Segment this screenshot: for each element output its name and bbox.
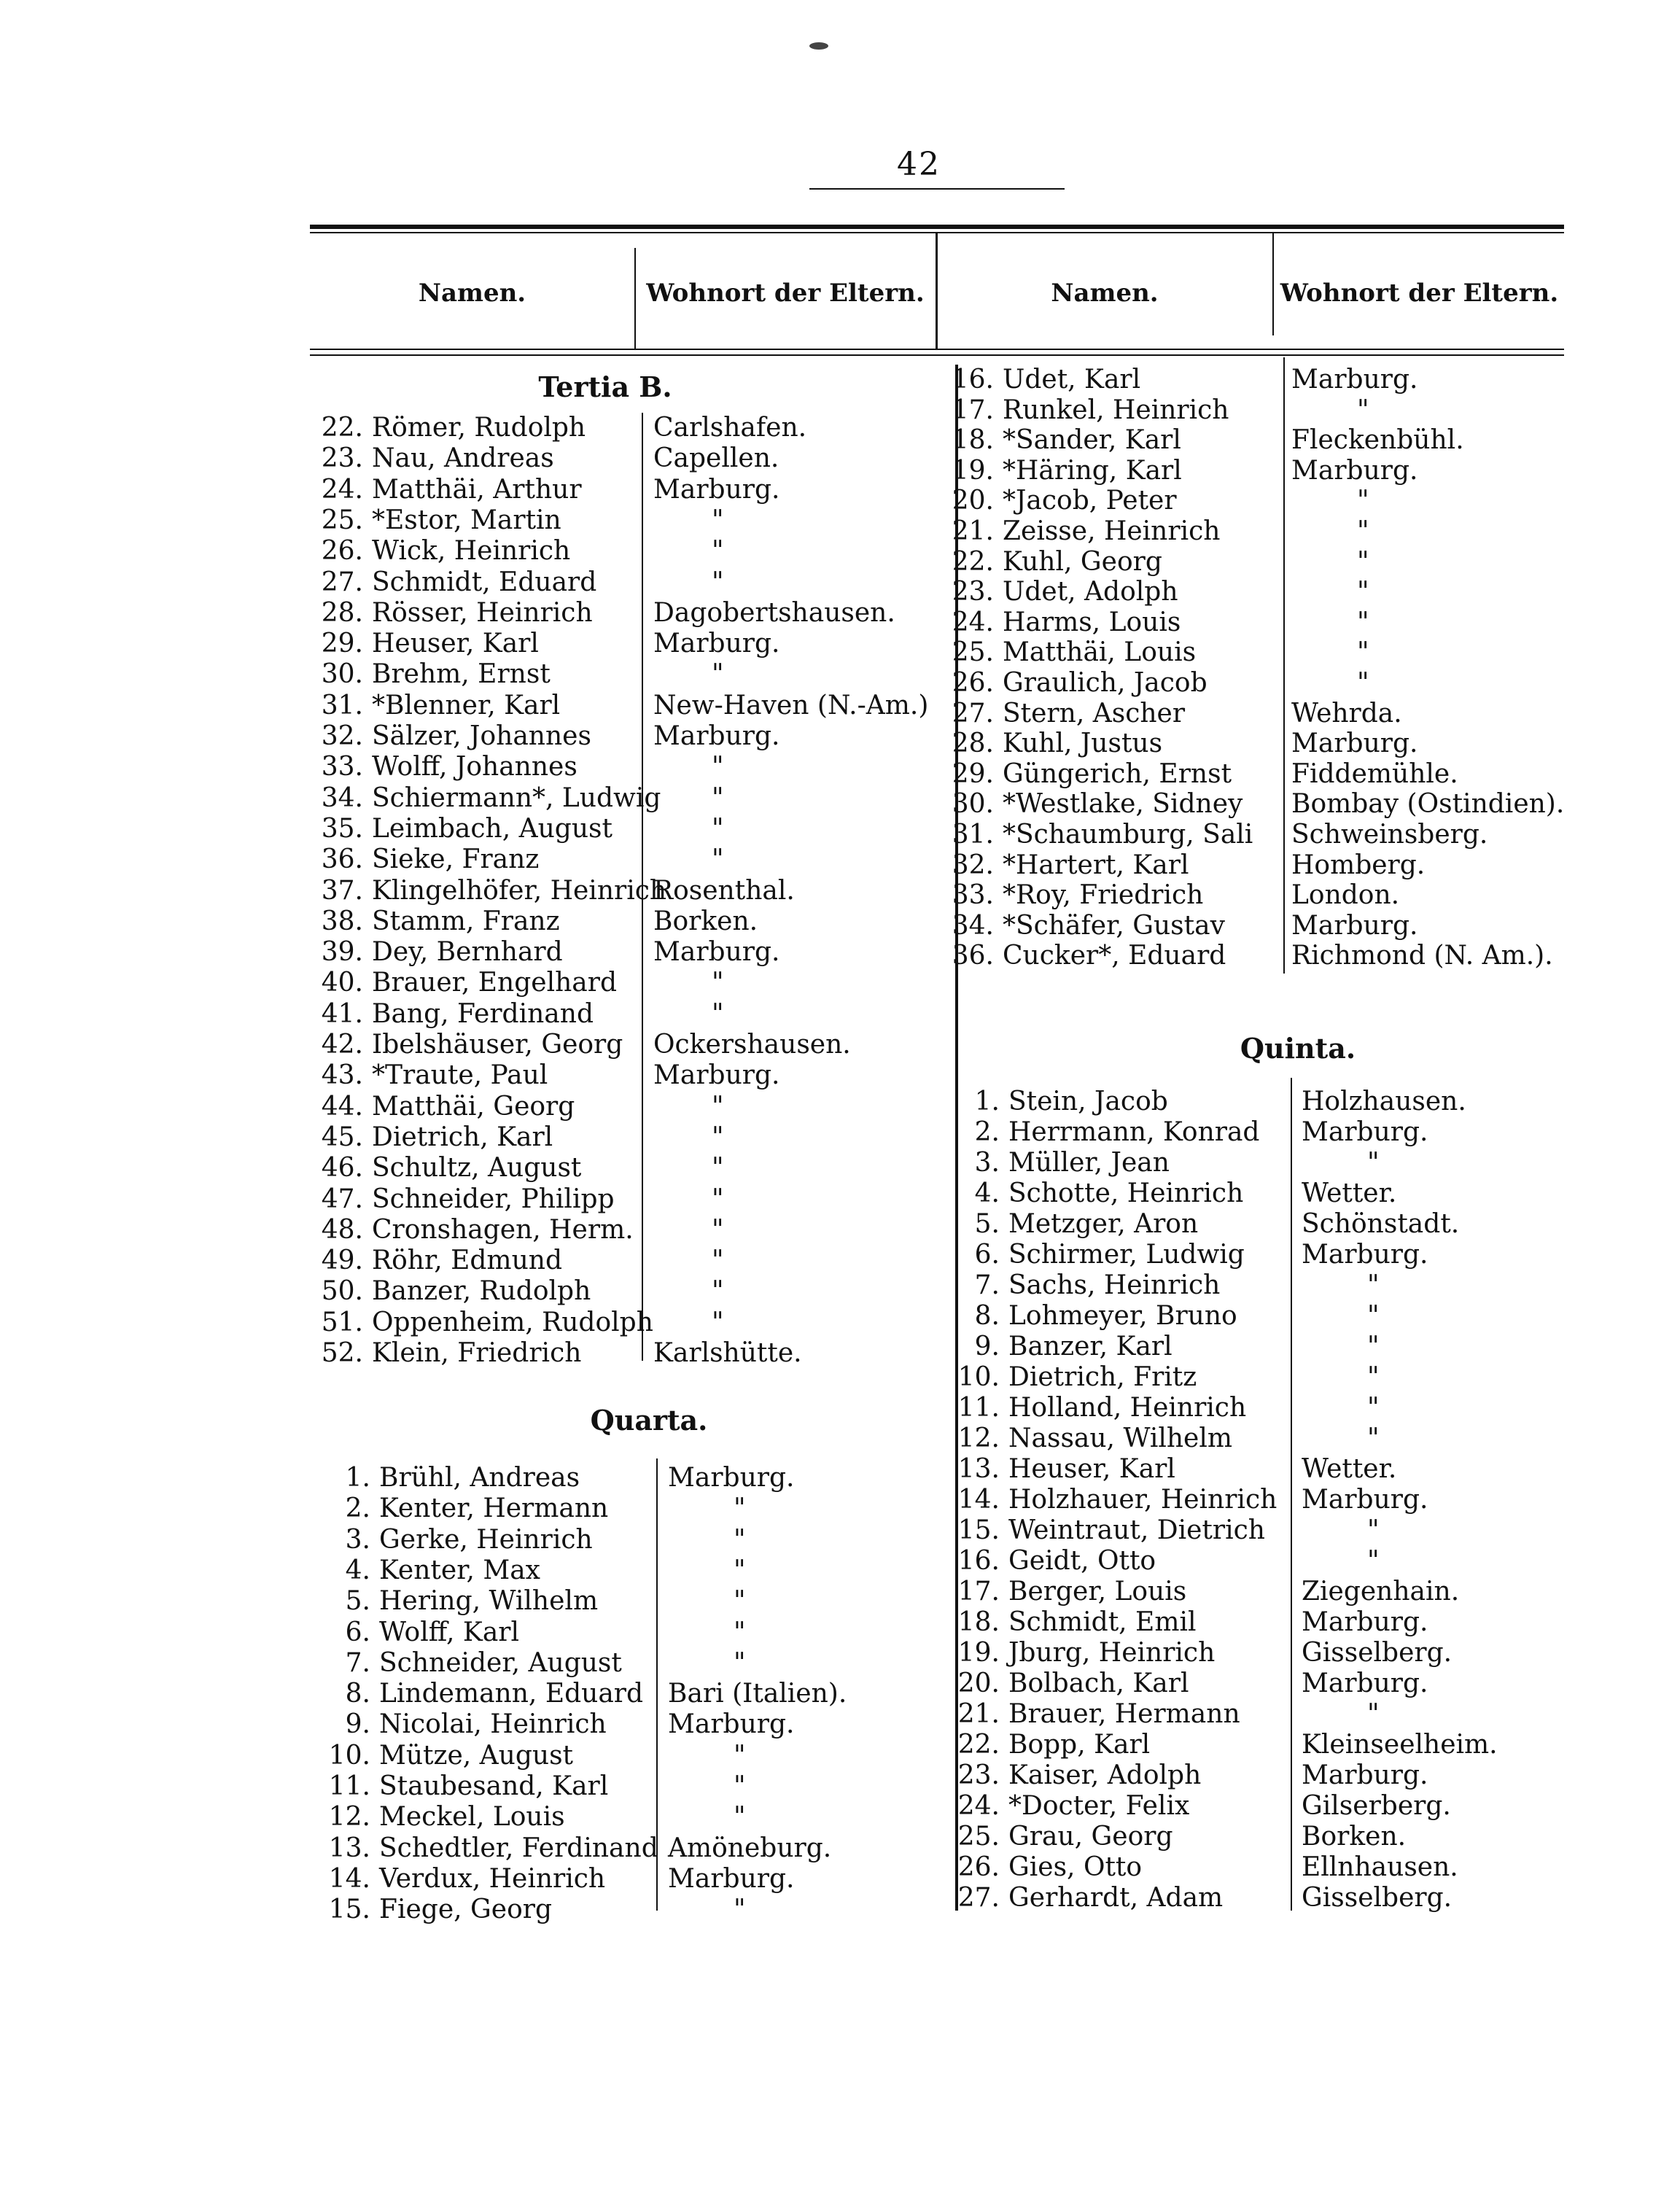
row-number: 26. <box>952 668 994 698</box>
row-number: 20. <box>957 1668 1000 1698</box>
parents-residence: " <box>712 998 724 1029</box>
parents-residence: Marburg. <box>668 1463 795 1493</box>
section-title-quarta: Quarta. <box>590 1404 708 1437</box>
parents-residence: " <box>734 1740 746 1771</box>
parents-residence: " <box>712 505 724 535</box>
parents-residence: " <box>712 1276 724 1307</box>
parents-residence: Gisselberg. <box>1302 1638 1452 1668</box>
student-name: Ibelshäuser, Georg <box>372 1030 623 1060</box>
tertia-right-place-divider <box>1283 357 1285 974</box>
student-name: Müller, Jean <box>1008 1148 1170 1178</box>
row-number: 32. <box>321 721 363 751</box>
row-number: 18. <box>952 425 994 456</box>
row-number: 51. <box>321 1307 363 1337</box>
student-name: Schultz, August <box>372 1153 582 1184</box>
row-number: 14. <box>328 1863 370 1894</box>
student-name: Dey, Bernhard <box>372 937 563 968</box>
student-name: Geidt, Otto <box>1008 1546 1156 1576</box>
student-name: *Blenner, Karl <box>372 690 561 720</box>
student-name: Banzer, Karl <box>1008 1332 1172 1361</box>
student-name: *Schaumburg, Sali <box>1003 820 1253 850</box>
row-number: 11. <box>328 1771 370 1801</box>
row-number: 10. <box>957 1362 1000 1392</box>
row-number: 24. <box>957 1791 1000 1821</box>
student-name: Verdux, Heinrich <box>379 1863 606 1894</box>
row-number: 13. <box>328 1833 370 1863</box>
row-number: 12. <box>957 1423 1000 1453</box>
parents-residence: Schweinsberg. <box>1291 820 1488 850</box>
parents-residence: " <box>1367 1423 1380 1453</box>
student-name: Banzer, Rudolph <box>372 1276 591 1307</box>
header-divider-right <box>1272 233 1274 335</box>
parents-residence: " <box>712 1091 724 1122</box>
row-number: 26. <box>957 1852 1000 1882</box>
parents-residence: " <box>1367 1393 1380 1423</box>
parents-residence: Kleinseelheim. <box>1302 1730 1498 1760</box>
parents-residence: Marburg. <box>668 1709 795 1740</box>
student-name: Gerke, Heinrich <box>379 1524 593 1555</box>
parents-residence: " <box>734 1524 746 1555</box>
student-name: *Häring, Karl <box>1003 455 1182 486</box>
student-name: Harms, Louis <box>1003 607 1181 637</box>
parents-residence: " <box>1357 607 1369 637</box>
row-number: 1. <box>974 1087 1000 1116</box>
row-number: 7. <box>974 1270 1000 1300</box>
parents-residence: " <box>1367 1148 1380 1178</box>
parents-residence: Schönstadt. <box>1302 1209 1460 1239</box>
student-name: Holzhauer, Heinrich <box>1008 1485 1278 1515</box>
section-title-tertia-b: Tertia B. <box>538 370 672 403</box>
parents-residence: Marburg. <box>1302 1117 1428 1147</box>
student-name: Kuhl, Georg <box>1003 546 1162 577</box>
parents-residence: " <box>1367 1270 1380 1300</box>
student-name: Schmidt, Eduard <box>372 567 597 597</box>
parents-residence: Marburg. <box>1302 1760 1428 1790</box>
student-name: *Traute, Paul <box>372 1060 548 1091</box>
row-number: 22. <box>952 546 994 577</box>
row-number: 11. <box>957 1393 1000 1423</box>
parents-residence: Marburg. <box>1302 1668 1428 1698</box>
row-number: 48. <box>321 1214 363 1245</box>
student-name: Heuser, Karl <box>372 629 539 659</box>
student-name: Fiege, Georg <box>379 1895 553 1925</box>
student-name: Kenter, Max <box>379 1555 540 1585</box>
parents-residence: " <box>712 1246 724 1276</box>
student-name: *Roy, Friedrich <box>1003 880 1204 911</box>
row-number: 35. <box>321 813 363 844</box>
parents-residence: " <box>712 567 724 597</box>
parents-residence: " <box>712 659 724 690</box>
row-number: 25. <box>321 505 363 535</box>
row-number: 1. <box>345 1463 370 1493</box>
parents-residence: Richmond (N. Am.). <box>1291 941 1553 971</box>
parents-residence: Marburg. <box>653 1060 780 1091</box>
student-name: Schneider, August <box>379 1647 622 1678</box>
row-number: 8. <box>974 1301 1000 1331</box>
parents-residence: Holzhausen. <box>1302 1087 1466 1116</box>
student-name: Leimbach, August <box>372 813 612 844</box>
parents-residence: " <box>712 1153 724 1184</box>
parents-residence: " <box>734 1895 746 1925</box>
row-number: 25. <box>957 1822 1000 1852</box>
student-name: Kaiser, Adolph <box>1008 1760 1202 1790</box>
student-name: Sälzer, Johannes <box>372 721 591 751</box>
parents-residence: Fiddemühle. <box>1291 758 1458 789</box>
parents-residence: " <box>712 813 724 844</box>
parents-residence: Marburg. <box>668 1863 795 1894</box>
student-name: Berger, Louis <box>1008 1577 1187 1607</box>
parents-residence: " <box>712 1122 724 1152</box>
student-name: Udet, Adolph <box>1003 577 1178 607</box>
row-number: 24. <box>952 607 994 637</box>
student-name: Holland, Heinrich <box>1008 1393 1247 1423</box>
page-number: 42 <box>897 146 941 183</box>
student-name: Röhr, Edmund <box>372 1246 562 1276</box>
parents-residence: Marburg. <box>1302 1607 1428 1637</box>
row-number: 52. <box>321 1338 363 1368</box>
parents-residence: Ockershausen. <box>653 1030 851 1060</box>
row-number: 43. <box>321 1060 363 1091</box>
row-number: 29. <box>952 758 994 789</box>
parents-residence: Wetter. <box>1302 1454 1397 1484</box>
student-name: Cronshagen, Herm. <box>372 1214 634 1245</box>
student-name: Wolff, Johannes <box>372 752 578 782</box>
student-name: Nicolai, Heinrich <box>379 1709 607 1740</box>
row-number: 19. <box>957 1638 1000 1668</box>
parents-residence: " <box>734 1802 746 1833</box>
row-number: 3. <box>974 1148 1000 1178</box>
row-number: 20. <box>952 486 994 516</box>
student-name: Sieke, Franz <box>372 844 540 875</box>
parents-residence: " <box>734 1555 746 1585</box>
row-number: 47. <box>321 1184 363 1214</box>
parents-residence: Dagobertshausen. <box>653 597 895 628</box>
student-name: Zeisse, Heinrich <box>1003 516 1221 546</box>
student-name: Matthäi, Arthur <box>372 474 582 505</box>
row-number: 37. <box>321 875 363 906</box>
student-name: *Westlake, Sidney <box>1003 789 1243 820</box>
row-number: 50. <box>321 1276 363 1307</box>
row-number: 13. <box>957 1454 1000 1484</box>
student-name: Runkel, Heinrich <box>1003 395 1229 425</box>
student-name: *Sander, Karl <box>1003 425 1181 456</box>
student-name: *Estor, Martin <box>372 505 561 535</box>
row-number: 28. <box>321 597 363 628</box>
student-name: Nau, Andreas <box>372 443 554 474</box>
row-number: 10. <box>328 1740 370 1771</box>
student-name: Schirmer, Ludwig <box>1008 1240 1245 1270</box>
parents-residence: Marburg. <box>653 474 780 505</box>
row-number: 24. <box>321 474 363 505</box>
row-number: 15. <box>957 1515 1000 1545</box>
student-name: Cucker*, Eduard <box>1003 941 1226 971</box>
student-name: Weintraut, Dietrich <box>1008 1515 1265 1545</box>
row-number: 30. <box>321 659 363 690</box>
student-name: Dietrich, Fritz <box>1008 1362 1197 1392</box>
student-name: Udet, Karl <box>1003 365 1141 395</box>
student-name: Hering, Wilhelm <box>379 1586 599 1617</box>
parents-residence: Marburg. <box>1302 1240 1428 1270</box>
row-number: 16. <box>957 1546 1000 1576</box>
section-title-quinta: Quinta. <box>1240 1032 1356 1065</box>
student-name: Nassau, Wilhelm <box>1008 1423 1232 1453</box>
row-number: 26. <box>321 536 363 567</box>
parents-residence: Carlshafen. <box>653 413 807 443</box>
parents-residence: Wehrda. <box>1291 698 1402 729</box>
student-name: Rösser, Heinrich <box>372 597 593 628</box>
row-number: 21. <box>957 1699 1000 1729</box>
student-name: Kenter, Hermann <box>379 1493 609 1524</box>
student-name: Güngerich, Ernst <box>1003 758 1232 789</box>
parents-residence: New-Haven (N.-Am.) <box>653 690 929 720</box>
student-name: Matthäi, Georg <box>372 1091 575 1122</box>
row-number: 6. <box>345 1617 370 1647</box>
row-number: 8. <box>345 1679 370 1709</box>
student-name: Bang, Ferdinand <box>372 998 594 1029</box>
parents-residence: " <box>1357 546 1369 577</box>
header-left-names: Namen. <box>418 279 526 308</box>
row-number: 19. <box>952 455 994 486</box>
quinta-place-divider <box>1291 1078 1292 1911</box>
header-left-residence: Wohnort der Eltern. <box>646 279 925 308</box>
parents-residence: " <box>1357 577 1369 607</box>
student-name: Römer, Rudolph <box>372 413 586 443</box>
row-number: 30. <box>952 789 994 820</box>
parents-residence: " <box>712 536 724 567</box>
student-name: Metzger, Aron <box>1008 1209 1199 1239</box>
student-name: *Docter, Felix <box>1008 1791 1190 1821</box>
parents-residence: " <box>1367 1546 1380 1576</box>
row-number: 16. <box>952 365 994 395</box>
parents-residence: Marburg. <box>1291 455 1418 486</box>
student-name: Kuhl, Justus <box>1003 729 1163 759</box>
row-number: 6. <box>974 1240 1000 1270</box>
parents-residence: Marburg. <box>653 629 780 659</box>
row-number: 4. <box>345 1555 370 1585</box>
row-number: 45. <box>321 1122 363 1152</box>
parents-residence: " <box>712 968 724 998</box>
parents-residence: Marburg. <box>1291 365 1418 395</box>
row-number: 36. <box>321 844 363 875</box>
parents-residence: " <box>1357 668 1369 698</box>
row-number: 38. <box>321 906 363 936</box>
header-bottom-rule-2 <box>310 354 1564 356</box>
row-number: 3. <box>345 1524 370 1555</box>
row-number: 15. <box>328 1895 370 1925</box>
parents-residence: Gisselberg. <box>1302 1883 1452 1913</box>
row-number: 39. <box>321 937 363 968</box>
parents-residence: " <box>712 752 724 782</box>
student-name: Brehm, Ernst <box>372 659 551 690</box>
row-number: 4. <box>974 1178 1000 1208</box>
parents-residence: Bari (Italien). <box>668 1679 847 1709</box>
student-name: Dietrich, Karl <box>372 1122 553 1152</box>
student-name: Sachs, Heinrich <box>1008 1270 1221 1300</box>
parents-residence: Amöneburg. <box>668 1833 832 1863</box>
student-name: Jburg, Heinrich <box>1008 1638 1216 1668</box>
row-number: 5. <box>345 1586 370 1617</box>
header-right-residence: Wohnort der Eltern. <box>1280 279 1559 308</box>
parents-residence: " <box>1357 395 1369 425</box>
parents-residence: Karlshütte. <box>653 1338 802 1368</box>
row-number: 17. <box>957 1577 1000 1607</box>
row-number: 34. <box>952 910 994 941</box>
parents-residence: Marburg. <box>1291 729 1418 759</box>
student-name: Brauer, Engelhard <box>372 968 617 998</box>
parents-residence: Fleckenbühl. <box>1291 425 1464 456</box>
student-name: Bolbach, Karl <box>1008 1668 1189 1698</box>
parents-residence: " <box>734 1586 746 1617</box>
student-name: Schiermann*, Ludwig <box>372 782 661 813</box>
student-name: Wick, Heinrich <box>372 536 571 567</box>
row-number: 41. <box>321 998 363 1029</box>
parents-residence: Wetter. <box>1302 1178 1397 1208</box>
student-name: Klingelhöfer, Heinrich <box>372 875 667 906</box>
row-number: 46. <box>321 1153 363 1184</box>
student-name: Stamm, Franz <box>372 906 560 936</box>
row-number: 17. <box>952 395 994 425</box>
parents-residence: London. <box>1291 880 1400 911</box>
row-number: 21. <box>952 516 994 546</box>
parents-residence: Gilserberg. <box>1302 1791 1451 1821</box>
parents-residence: Borken. <box>1302 1822 1407 1852</box>
student-name: Schmidt, Emil <box>1008 1607 1197 1637</box>
student-name: Schotte, Heinrich <box>1008 1178 1244 1208</box>
parents-residence: " <box>734 1647 746 1678</box>
parents-residence: Capellen. <box>653 443 779 474</box>
header-right-names: Namen. <box>1051 279 1159 308</box>
row-number: 34. <box>321 782 363 813</box>
parents-residence: Ellnhausen. <box>1302 1852 1458 1882</box>
row-number: 22. <box>957 1730 1000 1760</box>
student-name: Staubesand, Karl <box>379 1771 609 1801</box>
parents-residence: Marburg. <box>1291 910 1418 941</box>
row-number: 27. <box>321 567 363 597</box>
parents-residence: " <box>1357 486 1369 516</box>
parents-residence: " <box>712 782 724 813</box>
student-name: Gies, Otto <box>1008 1852 1143 1882</box>
parents-residence: Rosenthal. <box>653 875 795 906</box>
table-top-rule <box>310 225 1564 229</box>
row-number: 5. <box>974 1209 1000 1239</box>
student-name: *Jacob, Peter <box>1003 486 1177 516</box>
row-number: 33. <box>321 752 363 782</box>
parents-residence: " <box>1367 1699 1380 1729</box>
parents-residence: " <box>712 1184 724 1214</box>
row-number: 7. <box>345 1647 370 1678</box>
row-number: 42. <box>321 1030 363 1060</box>
parents-residence: " <box>712 844 724 875</box>
row-number: 9. <box>974 1332 1000 1361</box>
ink-smudge <box>809 42 828 50</box>
row-number: 23. <box>321 443 363 474</box>
row-number: 40. <box>321 968 363 998</box>
parents-residence: " <box>1367 1515 1380 1545</box>
row-number: 25. <box>952 637 994 668</box>
row-number: 32. <box>952 850 994 880</box>
row-number: 23. <box>957 1760 1000 1790</box>
row-number: 12. <box>328 1802 370 1833</box>
parents-residence: " <box>1357 516 1369 546</box>
row-number: 33. <box>952 880 994 911</box>
parents-residence: Bombay (Ostindien). <box>1291 789 1565 820</box>
parents-residence: " <box>1367 1332 1380 1361</box>
student-name: Heuser, Karl <box>1008 1454 1175 1484</box>
student-name: Mütze, August <box>379 1740 574 1771</box>
row-number: 49. <box>321 1246 363 1276</box>
row-number: 27. <box>952 698 994 729</box>
row-number: 31. <box>952 820 994 850</box>
row-number: 23. <box>952 577 994 607</box>
student-name: Schedtler, Ferdinand <box>379 1833 658 1863</box>
row-number: 36. <box>952 941 994 971</box>
student-name: Graulich, Jacob <box>1003 668 1208 698</box>
parents-residence: " <box>712 1307 724 1337</box>
student-name: Herrmann, Konrad <box>1008 1117 1260 1147</box>
row-number: 9. <box>345 1709 370 1740</box>
parents-residence: Marburg. <box>653 937 780 968</box>
parents-residence: Homberg. <box>1291 850 1426 880</box>
parents-residence: " <box>712 1214 724 1245</box>
student-name: Lindemann, Eduard <box>379 1679 644 1709</box>
row-number: 2. <box>974 1117 1000 1147</box>
student-name: Klein, Friedrich <box>372 1338 582 1368</box>
row-number: 44. <box>321 1091 363 1122</box>
row-number: 14. <box>957 1485 1000 1515</box>
student-name: *Hartert, Karl <box>1003 850 1189 880</box>
parents-residence: Borken. <box>653 906 758 936</box>
parents-residence: " <box>1367 1301 1380 1331</box>
student-name: Oppenheim, Rudolph <box>372 1307 653 1337</box>
parents-residence: " <box>734 1771 746 1801</box>
parents-residence: " <box>1357 637 1369 668</box>
row-number: 2. <box>345 1493 370 1524</box>
student-name: Brauer, Hermann <box>1008 1699 1240 1729</box>
student-name: Meckel, Louis <box>379 1802 565 1833</box>
student-name: Gerhardt, Adam <box>1008 1883 1224 1913</box>
row-number: 28. <box>952 729 994 759</box>
student-name: Wolff, Karl <box>379 1617 520 1647</box>
row-number: 18. <box>957 1607 1000 1637</box>
student-name: Brühl, Andreas <box>379 1463 580 1493</box>
student-name: Matthäi, Louis <box>1003 637 1197 668</box>
row-number: 27. <box>957 1883 1000 1913</box>
parents-residence: Marburg. <box>1302 1485 1428 1515</box>
student-name: Grau, Georg <box>1008 1822 1173 1852</box>
parents-residence: " <box>734 1493 746 1524</box>
student-name: Stern, Ascher <box>1003 698 1186 729</box>
student-name: Stein, Jacob <box>1008 1087 1168 1116</box>
student-name: Lohmeyer, Bruno <box>1008 1301 1237 1331</box>
student-name: Bopp, Karl <box>1008 1730 1151 1760</box>
student-name: Schneider, Philipp <box>372 1184 615 1214</box>
parents-residence: " <box>1367 1362 1380 1392</box>
row-number: 29. <box>321 629 363 659</box>
parents-residence: Marburg. <box>653 721 780 751</box>
row-number: 22. <box>321 413 363 443</box>
row-number: 31. <box>321 690 363 720</box>
student-name: *Schäfer, Gustav <box>1003 910 1225 941</box>
parents-residence: " <box>734 1617 746 1647</box>
page-number-rule <box>809 188 1065 190</box>
parents-residence: Ziegenhain. <box>1302 1577 1460 1607</box>
